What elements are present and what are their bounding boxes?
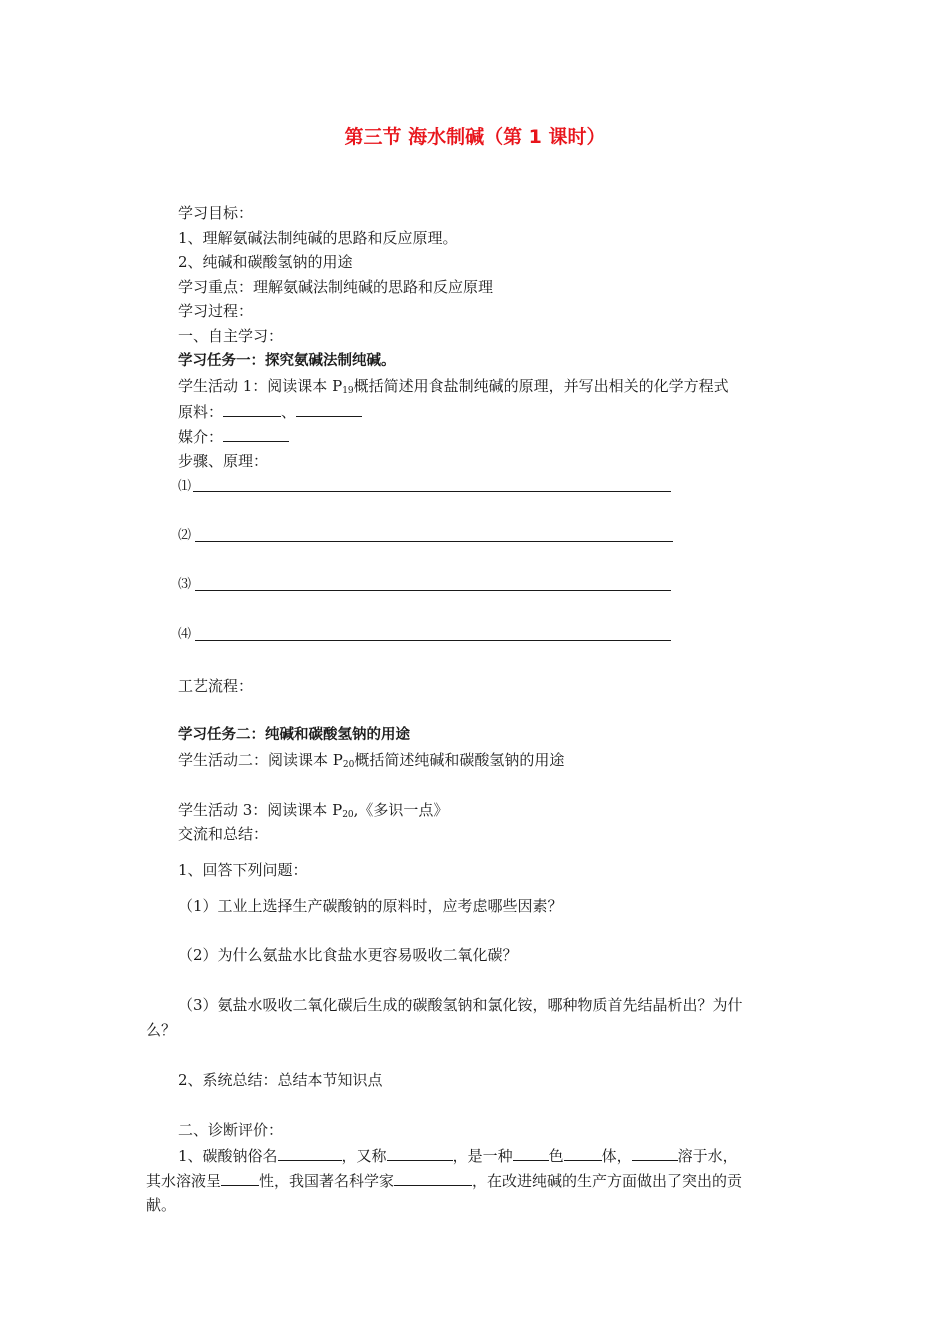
medium-blank[interactable] <box>223 426 289 442</box>
system-summary: 2、系统总结：总结本节知识点 <box>178 1071 383 1089</box>
question-3-line-2: 么？ <box>146 1021 177 1039</box>
eval-line-3: 献。 <box>146 1196 177 1214</box>
goal-1: 1、理解氨碱法制纯碱的思路和反应原理。 <box>178 229 458 247</box>
medium-line <box>178 426 289 446</box>
goal-2: 2、纯碱和碳酸氢钠的用途 <box>178 253 353 271</box>
task-2-heading: 学习任务二：纯碱和碳酸氢钠的用途 <box>178 727 410 743</box>
activity-1-page: 19 <box>342 386 354 396</box>
activity-2-page: 20 <box>342 760 355 770</box>
page-title: 第三节 海水制碱（第 1 课时） <box>344 126 606 148</box>
common-name-blank[interactable] <box>278 1145 342 1161</box>
step-answer-line[interactable] <box>195 541 673 542</box>
exchange-summary: 交流和总结： <box>178 825 269 843</box>
eval-text: 性，我国著名科学家 <box>259 1172 395 1190</box>
activity-3 <box>178 800 448 820</box>
state-blank[interactable] <box>564 1145 602 1161</box>
activity-2 <box>178 750 564 770</box>
eval-text: 溶于水， <box>677 1147 738 1165</box>
question-3-line-1: （3）氨盐水吸收二氧化碳后生成的碳酸氢钠和氯化铵，哪种物质首先结晶析出？为什 <box>178 996 743 1014</box>
goals-heading: 学习目标： <box>178 204 254 222</box>
eval-text: ，在改进纯碱的生产方面做出了突出的贡 <box>472 1172 743 1190</box>
activity-2-suffix: 概括简述纯碱和碳酸氢钠的用途 <box>354 751 565 769</box>
activity-1 <box>178 376 729 396</box>
raw-materials-separator: 、 <box>281 403 297 421</box>
question-1: （1）工业上选择生产碳酸钠的原料时，应考虑哪些因素？ <box>178 897 563 915</box>
activity-3-page: 20 <box>342 810 354 820</box>
step-answer-line[interactable] <box>195 590 671 591</box>
eval-line-1 <box>178 1145 738 1165</box>
raw-materials-line <box>178 401 362 421</box>
section-evaluation: 二、诊断评价： <box>178 1121 284 1139</box>
eval-text: 1、碳酸钠俗名 <box>178 1147 278 1165</box>
step-number: ⑶ <box>178 577 192 592</box>
eval-text: 其水溶液呈 <box>146 1172 222 1190</box>
raw-material-blank-2[interactable] <box>296 401 362 417</box>
questions-heading: 1、回答下列问题： <box>178 861 308 879</box>
task-1-heading: 学习任务一：探究氨碱法制纯碱。 <box>178 353 396 369</box>
raw-materials-label: 原料： <box>178 403 224 421</box>
activity-3-suffix: ,《多识一点》 <box>353 801 449 819</box>
activity-2-prefix: 学生活动二：阅读课本 P <box>178 751 343 769</box>
raw-material-blank-1[interactable] <box>223 401 281 417</box>
activity-1-prefix: 学生活动 1：阅读课本 P <box>178 377 343 395</box>
step-answer-line[interactable] <box>195 640 671 641</box>
activity-3-prefix: 学生活动 3：阅读课本 P <box>178 801 343 819</box>
activity-1-suffix: 概括简述用食盐制纯碱的原理，并写出相关的化学方程式 <box>353 377 729 395</box>
eval-text: ，是一种 <box>452 1147 513 1165</box>
question-2: （2）为什么氨盐水比食盐水更容易吸收二氧化碳？ <box>178 946 518 964</box>
medium-label: 媒介： <box>178 428 224 446</box>
step-number: ⑵ <box>178 528 192 543</box>
eval-line-2 <box>146 1170 742 1190</box>
process-flow-label: 工艺流程： <box>178 677 254 695</box>
step-answer-line[interactable] <box>193 491 671 492</box>
section-self-study: 一、自主学习： <box>178 327 284 345</box>
acidity-blank[interactable] <box>221 1170 259 1186</box>
process-heading: 学习过程： <box>178 302 254 320</box>
key-points: 学习重点：理解氨碱法制纯碱的思路和反应原理 <box>178 278 494 296</box>
step-number: ⑴ <box>178 479 192 494</box>
alias-blank[interactable] <box>387 1145 453 1161</box>
steps-label: 步骤、原理： <box>178 452 269 470</box>
color-blank[interactable] <box>513 1145 549 1161</box>
step-number: ⑷ <box>178 627 192 642</box>
eval-text: ，又称 <box>341 1147 387 1165</box>
scientist-blank[interactable] <box>394 1170 472 1186</box>
eval-text: 体， <box>601 1147 632 1165</box>
solubility-blank[interactable] <box>632 1145 678 1161</box>
eval-text: 色 <box>548 1147 564 1165</box>
